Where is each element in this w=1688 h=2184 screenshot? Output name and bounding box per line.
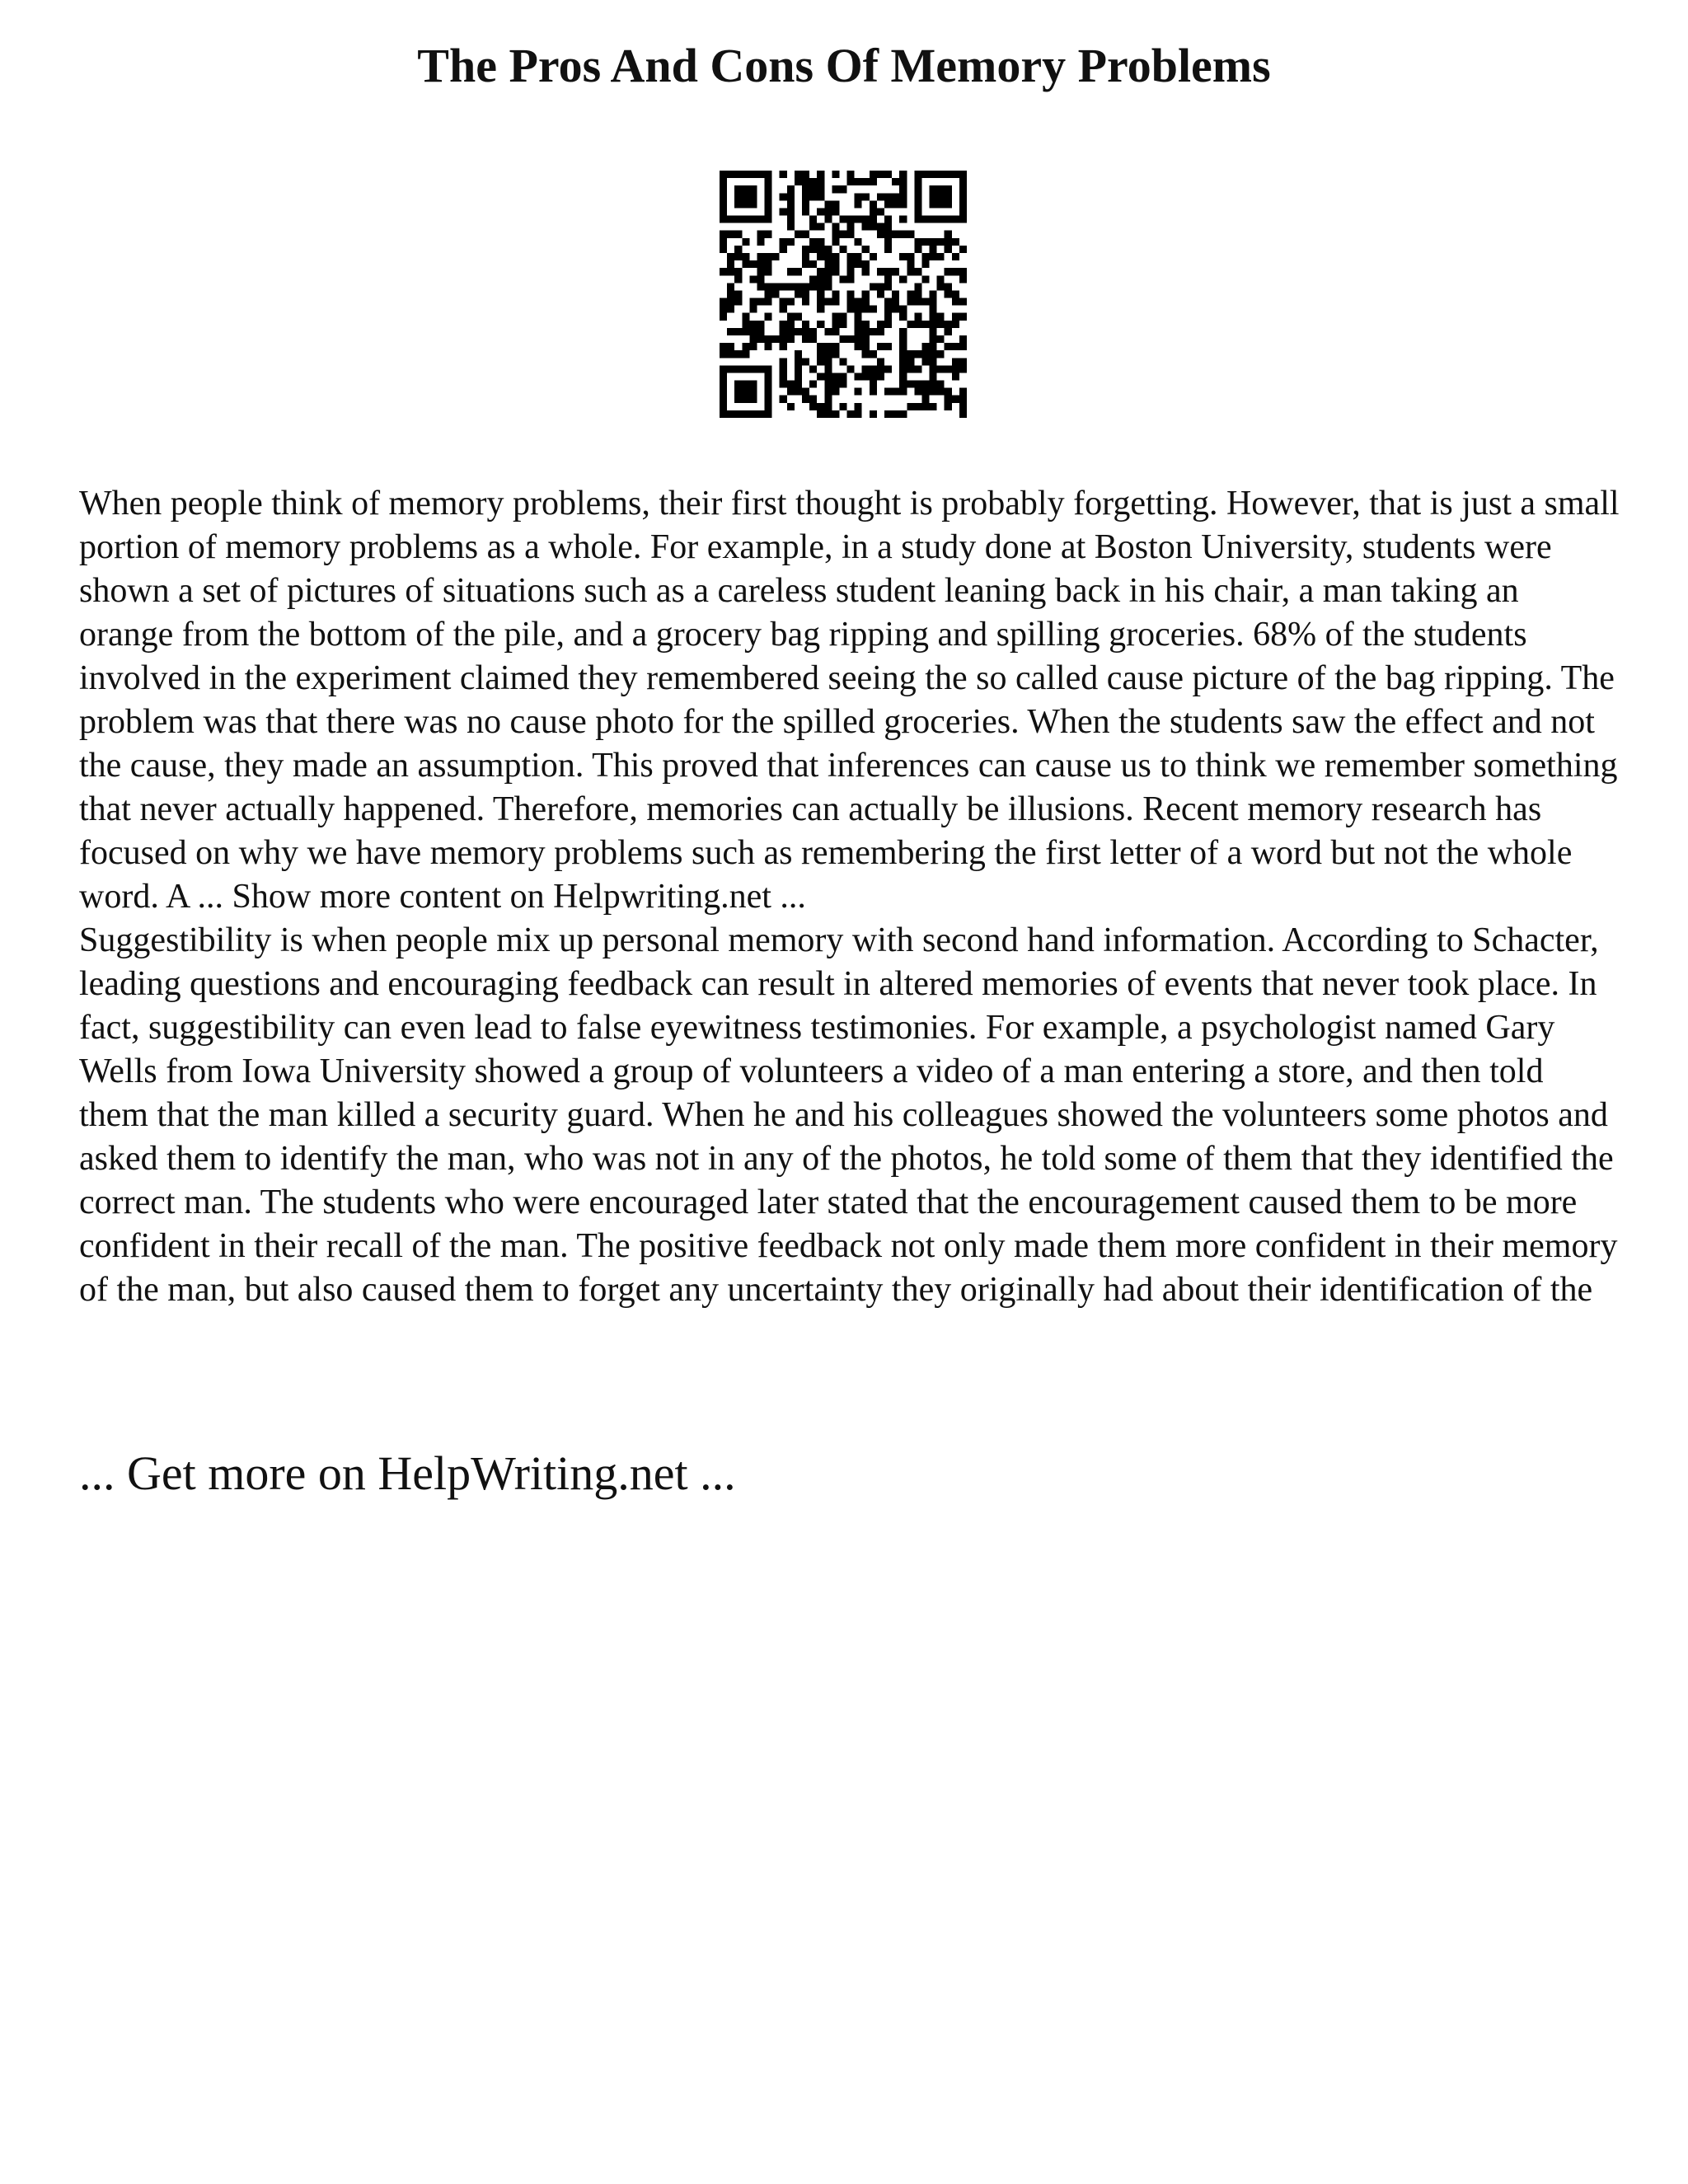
page-title: The Pros And Cons Of Memory Problems	[417, 39, 1271, 92]
article-body	[79, 482, 1620, 1312]
qr-code-icon[interactable]	[720, 171, 967, 418]
qr-code-graphic	[720, 171, 967, 418]
paragraph-2: Suggestibility is when people mix up personal memory with second hand information. According to Schacter, leading questions and encouraging feedback can result in altered memories of events that never took place. In fact, suggestibility can even lead to false eyewitness testimonies. For example, a psychologist named Gary Wells from Iowa University showed a group of volunteers a video of a man entering a store, and then told them that the man killed a security guard. When he and his colleagues showed the volunteers some photos and asked them to identify the man, who was not in any of the photos, he told some of them that they identified the correct man. The students who were encouraged later stated that the encouragement caused them to be more confident in their recall of the man. The positive feedback not only made them more confident in their memory of the man, but also caused them to forget any uncertainty they originally had about their identification of the	[79, 921, 1618, 1309]
paragraph-1: When people think of memory problems, their first thought is probably forgetting. However, that is just a small portion of memory problems as a whole. For example, in a study done at Boston University, students were shown a set of pictures of situations such as a careless student leaning back in his chair, a man taking an orange from the bottom of the pile, and a grocery bag ripping and spilling groceries. 68% of the students involved in the experiment claimed they remembered seeing the so called cause picture of the bag ripping. The problem was that there was no cause photo for the spilled groceries. When the students saw the effect and not the cause, they made an assumption. This proved that inferences can cause us to think we remember something that never actually happened. Therefore, memories can actually be illusions. Recent memory research has focused on why we have memory problems such as remembering the first letter of a word but not the whole word. A ... Show more content on Helpwriting.net ...	[79, 485, 1620, 916]
get-more-link[interactable]: ... Get more on HelpWriting.net ...	[79, 1446, 736, 1500]
